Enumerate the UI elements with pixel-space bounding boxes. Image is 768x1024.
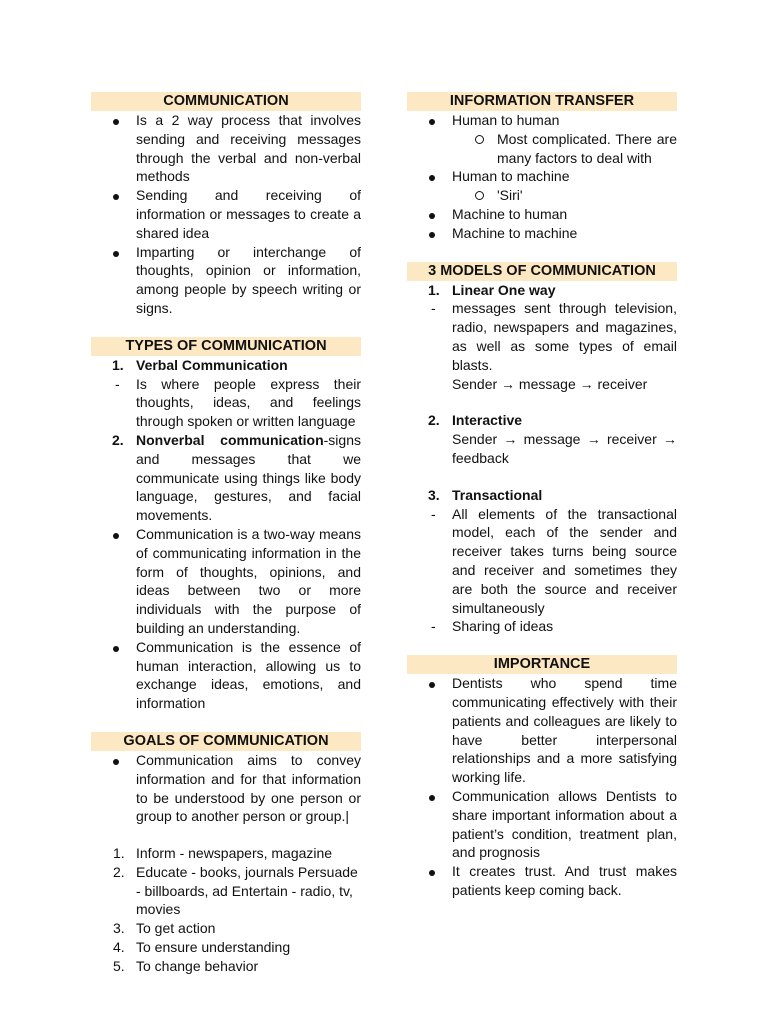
goals-heading: GOALS OF COMMUNICATION — [91, 732, 361, 751]
bullet-icon — [113, 759, 119, 765]
hollow-bullet-icon — [475, 191, 484, 200]
bullet-item: Machine to machine — [407, 224, 677, 243]
verbal-item: 1. Verbal Communication — [112, 356, 288, 373]
bullet-icon — [113, 194, 119, 200]
bullet-item: Communication aims to convey information and for that information to be understood by one person or group to another person or group.| — [91, 751, 361, 826]
bullet-item: Dentists who spend time communicating effectively with their patients and colleagues are likely to have better interpersonal relationships and a more satisfying working life. — [407, 674, 677, 787]
models-heading: 3 MODELS OF COMMUNICATION — [407, 262, 677, 281]
model-interactive-flow: Sender → message → receiver → feedback — [452, 431, 677, 466]
goal-list-item: 4. To ensure understanding — [113, 939, 291, 956]
left-column — [91, 92, 361, 976]
model-linear-desc: - messages sent through television, radio, newspapers and magazines, as well as some types of email blasts. — [431, 300, 677, 373]
goal-list-item: 3. To get action — [113, 920, 216, 937]
model-transactional: 3. Transactional — [428, 486, 543, 503]
bullet-item: Imparting or interchange of thoughts, opinion or information, among people by speech writing or signs. — [91, 243, 361, 318]
bullet-icon — [429, 213, 435, 219]
verbal-desc: - Is where people express their thoughts, ideas, and feelings through spoken or written language — [115, 375, 361, 430]
goal-list-item: 2. Educate - books, journals Persuade - billboards, ad Entertain - radio, tv, movies — [113, 863, 358, 918]
bullet-item: Is a 2 way process that involves sending and receiving messages through the verbal and non-verbal methods — [91, 111, 361, 186]
model-interactive: 2. Interactive — [428, 412, 523, 429]
bullet-item: Communication is the essence of human interaction, allowing us to exchange ideas, emotions, and information — [91, 638, 361, 713]
model-transactional-desc2: - Sharing of ideas — [431, 618, 554, 635]
bullet-icon — [429, 232, 435, 238]
hollow-bullet-icon — [475, 135, 484, 144]
bullet-item: Human to human — [407, 111, 677, 130]
bullet-icon — [429, 175, 435, 181]
sub-bullet-item: 'Siri' — [407, 186, 677, 205]
bullet-item: Communication allows Dentists to share important information about a patient’s condition, treatment plan, and prognosis — [407, 787, 677, 862]
types-heading: TYPES OF COMMUNICATION — [91, 337, 361, 356]
right-column — [407, 92, 677, 900]
bullet-icon — [429, 795, 435, 801]
bullet-icon — [113, 646, 119, 652]
bullet-icon — [429, 870, 435, 876]
bullet-item: It creates trust. And trust makes patients keep coming back. — [407, 862, 677, 900]
model-linear: 1. Linear One way — [428, 281, 556, 298]
nonverbal-item: 2. Nonverbal communication-signs and messages that we communicate using things like body language, gestures, and facial movements. — [112, 431, 361, 524]
model-linear-flow: Sender → message → receiver — [452, 375, 648, 392]
bullet-item: Sending and receiving of information or messages to create a shared idea — [91, 186, 361, 242]
bullet-icon — [113, 251, 119, 257]
bullet-icon — [113, 533, 119, 539]
bullet-item: Human to machine — [407, 167, 677, 186]
bullet-item: Communication is a two-way means of communicating information in the form of thoughts, opinions, and ideas between two or more individuals with the purpose of building an understanding. — [91, 525, 361, 638]
goal-list-item: 5. To change behavior — [113, 957, 259, 974]
sub-bullet-item: Most complicated. There are many factors to deal with — [407, 130, 677, 168]
bullet-icon — [429, 119, 435, 125]
bullet-icon — [429, 682, 435, 688]
communication-heading: COMMUNICATION — [91, 92, 361, 111]
goal-list-item: 1. Inform - newspapers, magazine — [113, 845, 333, 862]
transfer-heading: INFORMATION TRANSFER — [407, 92, 677, 111]
bullet-item: Machine to human — [407, 205, 677, 224]
bullet-icon — [113, 119, 119, 125]
model-transactional-desc: - All elements of the transactional model, each of the sender and receiver takes turns being source and receiver and sometimes they are both the source and receiver simultaneously — [431, 505, 677, 616]
importance-heading: IMPORTANCE — [407, 655, 677, 674]
